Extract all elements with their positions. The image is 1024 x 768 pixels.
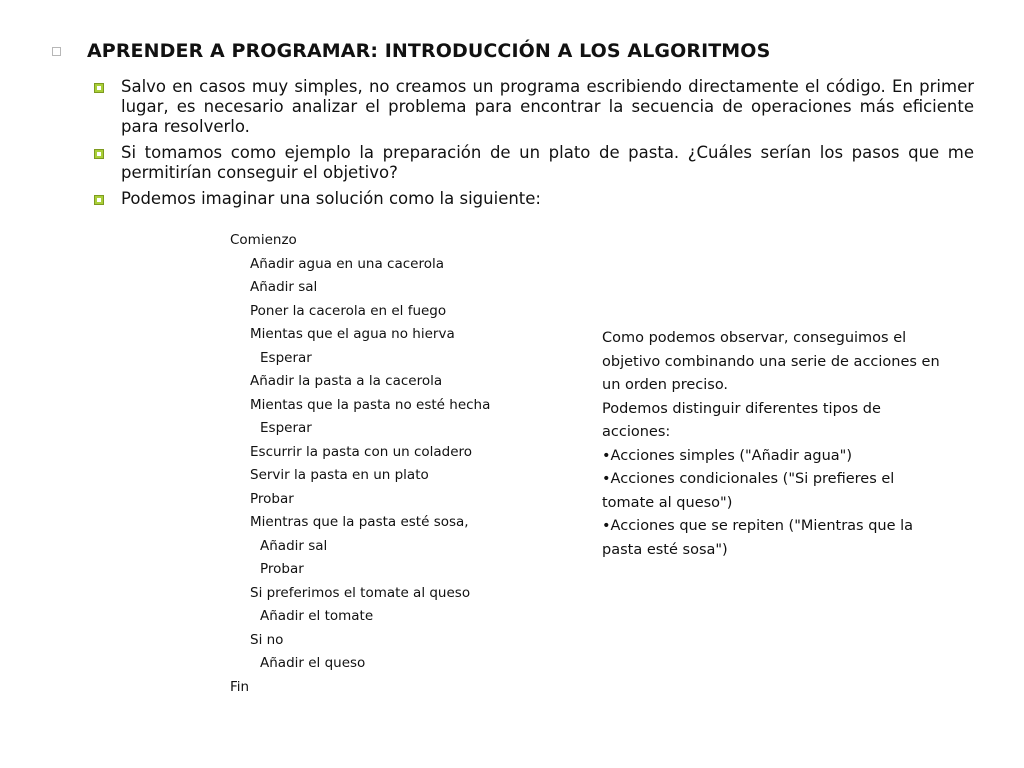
bullet-text: Podemos imaginar una solución como la siguiente: — [121, 189, 541, 208]
algorithm-step: Probar — [250, 490, 294, 507]
algorithm-step: Escurrir la pasta con un coladero — [250, 443, 473, 460]
note-line: objetivo combinando una serie de acciones en — [602, 353, 940, 370]
algorithm-step: Poner la cacerola en el fuego — [250, 302, 447, 319]
bullet-item — [94, 189, 974, 209]
algorithm-step: Fin — [230, 678, 250, 695]
algorithm-step: Si no — [250, 631, 284, 648]
algorithm-step: Añadir sal — [250, 279, 318, 295]
note-line: •Acciones que se repiten ("Mientras que la — [602, 518, 914, 534]
slide-title: APRENDER A PROGRAMAR: INTRODUCCIÓN A LOS ALGORITMOS — [87, 40, 771, 62]
note-line: tomate al queso") — [602, 494, 733, 511]
algorithm-step: Añadir sal — [260, 537, 328, 554]
green-square-bullet-icon — [94, 195, 104, 205]
algorithm-step: Añadir el queso — [260, 655, 366, 671]
algorithm-step: Comienzo — [230, 232, 297, 248]
title-row — [52, 40, 992, 62]
note-line: un orden preciso. — [602, 377, 729, 393]
algorithm-step: Añadir agua en una cacerola — [250, 255, 444, 272]
algorithm-step: Esperar — [260, 420, 312, 436]
note-line: pasta esté sosa") — [602, 541, 728, 558]
algorithm-step: Añadir el tomate — [260, 608, 374, 624]
hollow-square-bullet-icon — [52, 47, 61, 56]
algorithm-step: Mientras que la pasta esté sosa, — [250, 514, 469, 530]
note-line: Como podemos observar, conseguimos el — [602, 330, 907, 346]
note-line: Podemos distinguir diferentes tipos de — [602, 400, 881, 417]
note-line: •Acciones simples ("Añadir agua") — [602, 447, 852, 464]
note-line: •Acciones condicionales ("Si prefieres el — [602, 471, 895, 487]
green-square-bullet-icon — [94, 149, 104, 159]
green-square-bullet-icon — [94, 83, 104, 93]
note-line: acciones: — [602, 424, 671, 440]
algorithm-step: Añadir la pasta a la cacerola — [250, 373, 443, 389]
algorithm-step: Esperar — [260, 349, 312, 366]
bullet-text: Salvo en casos muy simples, no creamos un programa escribiendo directamente el código. En primer lugar, es necesario analizar el problema para encontrar la secuencia de operaciones más eficiente para resolverlo. — [121, 77, 974, 136]
algorithm-step: Probar — [260, 561, 304, 577]
algorithm-step: Servir la pasta en un plato — [250, 467, 429, 483]
bullet-item — [94, 143, 974, 183]
algorithm-step: Mientas que la pasta no esté hecha — [250, 396, 491, 413]
explanation-note — [602, 327, 987, 562]
bullet-item — [94, 77, 974, 137]
algorithm-step: Si preferimos el tomate al queso — [250, 584, 471, 601]
bullet-text: Si tomamos como ejemplo la preparación de un plato de pasta. ¿Cuáles serían los pasos que me permitirían conseguir el objetivo? — [121, 143, 974, 182]
algorithm-step: Mientas que el agua no hierva — [250, 326, 455, 342]
bullet-list — [94, 77, 974, 215]
algorithm-steps — [230, 229, 570, 699]
